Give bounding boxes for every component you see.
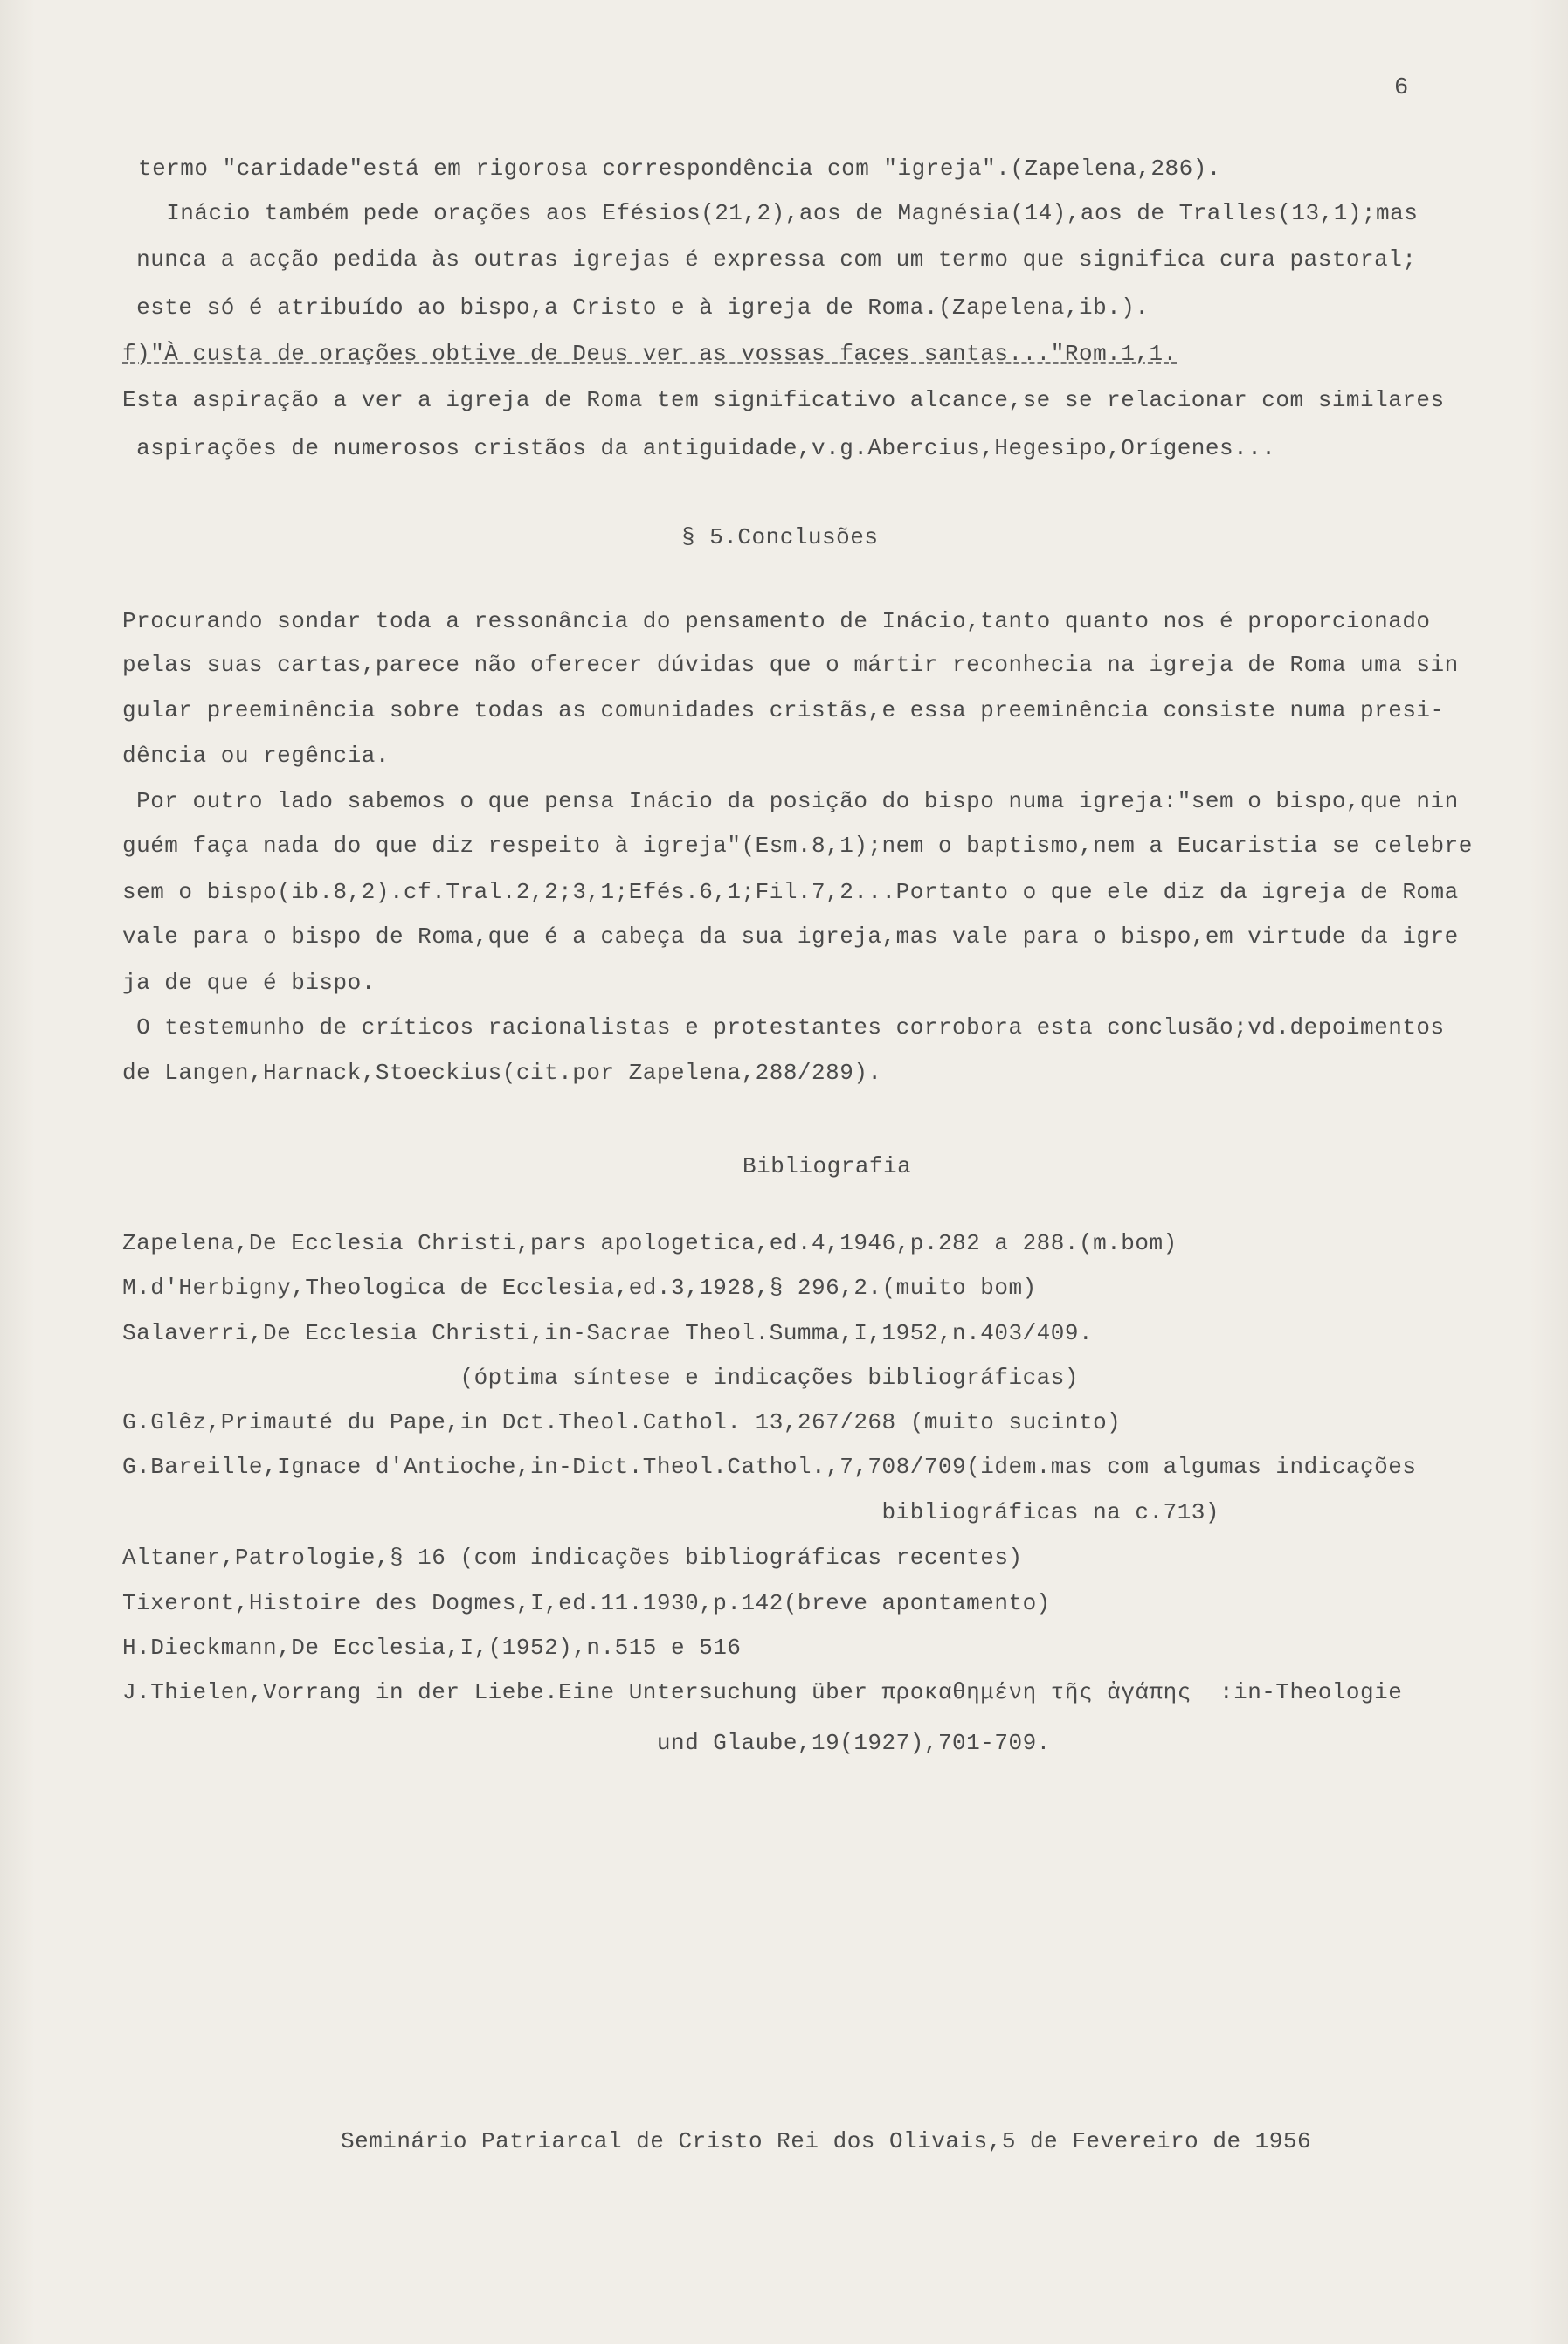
footer-signature: Seminário Patriarcal de Cristo Rei dos Olivais,5 de Fevereiro de 1956 xyxy=(341,2128,1312,2154)
bibliography-entry: Zapelena,De Ecclesia Christi,pars apologetica,ed.4,1946,p.282 a 288.(m.bom) xyxy=(122,1230,1178,1256)
quote-line: f)"À custa de orações obtive de Deus ver as vossas faces santas..."Rom.1,1. xyxy=(122,341,1178,367)
bibliography-entry: Salaverri,De Ecclesia Christi,in-Sacrae Theol.Summa,I,1952,n.403/409. xyxy=(122,1320,1094,1346)
conclusion-line: pelas suas cartas,parece não oferecer dúvidas que o mártir reconhecia na igreja de Roma uma sin xyxy=(122,652,1459,678)
intro-line: este só é atribuído ao bispo,a Cristo e à igreja de Roma.(Zapelena,ib.). xyxy=(122,294,1150,321)
intro-line: aspirações de numerosos cristãos da antiguidade,v.g.Abercius,Hegesipo,Orígenes... xyxy=(122,435,1276,461)
conclusion-line: Procurando sondar toda a ressonância do pensamento de Inácio,tanto quanto nos é proporcionado xyxy=(122,608,1431,634)
conclusion-line: ja de que é bispo. xyxy=(122,970,376,996)
bibliography-entry: J.Thielen,Vorrang in der Liebe.Eine Untersuchung über προκαθημένη τῆς ἀγάπης :in-Theologie xyxy=(122,1679,1403,1705)
intro-line: termo "caridade"está em rigorosa correspondência com "igreja".(Zapelena,286). xyxy=(138,156,1221,182)
page-number: 6 xyxy=(1394,75,1409,101)
intro-line: Inácio também pede orações aos Efésios(21,2),aos de Magnésia(14),aos de Tralles(13,1);mas xyxy=(138,200,1419,226)
conclusion-line: Por outro lado sabemos o que pensa Inácio da posição do bispo numa igreja:"sem o bispo,que nin xyxy=(122,788,1459,814)
bibliography-entry: H.Dieckmann,De Ecclesia,I,(1952),n.515 e 516 xyxy=(122,1635,742,1661)
intro-line: nunca a acção pedida às outras igrejas é expressa com um termo que significa cura pastoral; xyxy=(122,246,1417,273)
bibliography-entry: G.Bareille,Ignace d'Antioche,in-Dict.Theol.Cathol.,7,708/709(idem.mas com algumas indicações xyxy=(122,1454,1417,1480)
conclusion-line: sem o bispo(ib.8,2).cf.Tral.2,2;3,1;Efés.6,1;Fil.7,2...Portanto o que ele diz da igreja de Roma xyxy=(122,879,1459,905)
bibliography-entry: M.d'Herbigny,Theologica de Ecclesia,ed.3,1928,§ 296,2.(muito bom) xyxy=(122,1275,1037,1301)
conclusion-line: gular preeminência sobre todas as comunidades cristãs,e essa preeminência consiste numa presi- xyxy=(122,697,1445,723)
bibliography-entry: (óptima síntese e indicações bibliográficas) xyxy=(122,1365,1079,1391)
bibliography-entry: G.Glêz,Primauté du Pape,in Dct.Theol.Cathol. 13,267/268 (muito sucinto) xyxy=(122,1409,1122,1435)
bibliography-entry: und Glaube,19(1927),701-709. xyxy=(122,1730,1051,1756)
bibliography-entry: bibliográficas na c.713) xyxy=(122,1499,1219,1525)
bibliography-entry: Altaner,Patrologie,§ 16 (com indicações bibliográficas recentes) xyxy=(122,1545,1023,1571)
bibliography-heading: Bibliografia xyxy=(743,1153,912,1179)
bibliography-entry: Tixeront,Histoire des Dogmes,I,ed.11.1930,p.142(breve apontamento) xyxy=(122,1590,1051,1616)
conclusion-line: guém faça nada do que diz respeito à igreja"(Esm.8,1);nem o baptismo,nem a Eucaristia se celebre xyxy=(122,833,1473,859)
conclusion-line: O testemunho de críticos racionalistas e protestantes corrobora esta conclusão;vd.depoimentos xyxy=(122,1014,1445,1041)
section-heading: § 5.Conclusões xyxy=(681,524,879,550)
conclusion-line: dência ou regência. xyxy=(122,743,390,769)
conclusion-line: de Langen,Harnack,Stoeckius(cit.por Zapelena,288/289). xyxy=(122,1060,882,1086)
intro-line: Esta aspiração a ver a igreja de Roma tem significativo alcance,se se relacionar com similares xyxy=(122,387,1445,413)
conclusion-line: vale para o bispo de Roma,que é a cabeça da sua igreja,mas vale para o bispo,em virtude da igre xyxy=(122,923,1459,950)
